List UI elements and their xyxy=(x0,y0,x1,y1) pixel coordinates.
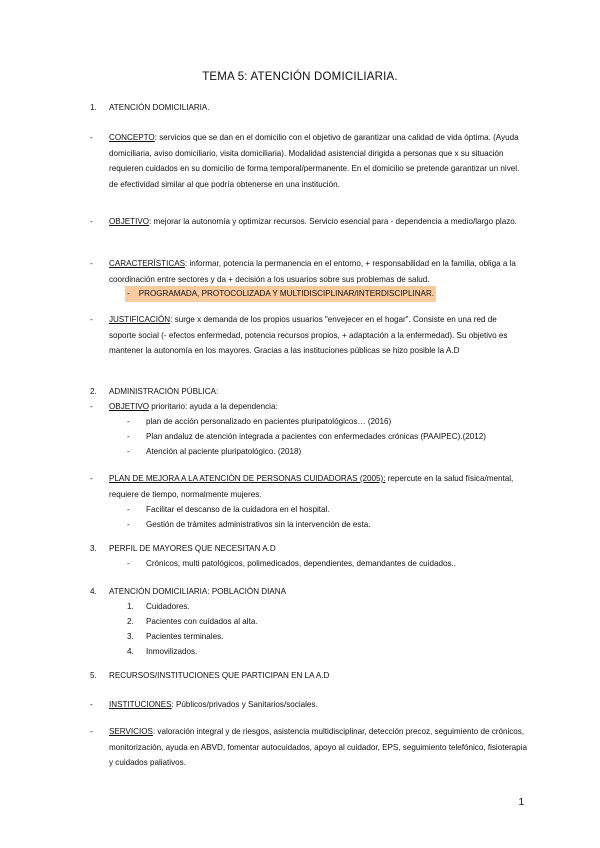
page-number: 1 xyxy=(518,797,524,808)
justificacion-label: JUSTIFICACIÓN xyxy=(109,315,171,324)
bullet-dash: - xyxy=(127,447,130,456)
item-number: 4. xyxy=(127,647,134,656)
list-item-text: Pacientes terminales. xyxy=(146,632,224,641)
bullet-dash: - xyxy=(127,559,130,568)
section-heading: ATENCIÓN DOMICILIARIA. xyxy=(109,103,210,112)
servicios-text: : valoración integral y de riesgos, asistencia multidisciplinar, detección precoz, seguimiento de crónicos, monitorización, ayuda en ABVD, fomentar autocuidados, apoyo al cuidador, EPS, seguimiento telefónico, fisioterapia y cuidados paliativos. xyxy=(109,727,527,768)
list-item-text: Crónicos, multi patológicos, polimedicados, dependientes, demandantes de cuidados.. xyxy=(146,559,457,568)
list-item-text: Pacientes con cuidados al alta. xyxy=(146,617,258,626)
concepto-text: : servicios que se dan en el domicilio con el objetivo de garantizar una calidad de vida óptima. (Ayuda domiciliaria, aviso domiciliario, visita domiciliaria). Modalidad asistencial dirigida a personas que x su situación requieren cuidados en su domicilio de forma temporal/permanente. En el domicilio se pretende garantizar un nivel. de efectividad similar al que podría obtenerse en una institución. xyxy=(109,133,520,189)
section-number: 3. xyxy=(90,544,97,553)
section-number: 4. xyxy=(90,587,97,596)
section-heading: RECURSOS/INSTITUCIONES QUE PARTICIPAN EN LA A.D xyxy=(109,671,330,680)
section-number: 2. xyxy=(90,387,97,396)
section-number: 5. xyxy=(90,671,97,680)
list-item-text: Atención al paciente pluripatológico. (2018) xyxy=(146,447,302,456)
objetivo-label: OBJETIVO xyxy=(109,402,150,411)
objetivo-text: : mejorar la autonomía y optimizar recursos. Servicio esencial para - dependencia a medio/largo plazo. xyxy=(149,217,518,226)
instituciones-text: : Públicos/privados y Sanitarios/sociales. xyxy=(171,700,318,709)
bullet-dash: - xyxy=(90,217,93,226)
bullet-dash: - xyxy=(127,289,130,298)
bullet-dash: - xyxy=(90,402,93,411)
concepto-label: CONCEPTO xyxy=(109,133,155,142)
document-title: TEMA 5: ATENCIÓN DOMICILIARIA. xyxy=(202,71,398,83)
concepto-paragraph xyxy=(0,130,600,194)
caracteristicas-text: : informar, potencia la permanencia en el entorno, + responsabilidad en la familia, obliga a la coordinación entre sectores y da + decisión a los usuarios sobre sus problemas de salud. xyxy=(109,259,516,284)
bullet-dash: - xyxy=(127,505,130,514)
bullet-dash: - xyxy=(90,474,93,483)
bullet-dash: - xyxy=(90,315,93,324)
section-heading: ATENCIÓN DOMICILIARIA: POBLACIÓN DIANA xyxy=(109,587,287,596)
objetivo-text: prioritario: ayuda a la dependencia: xyxy=(149,402,278,411)
bullet-dash: - xyxy=(127,432,130,441)
instituciones-label: INSTITUCIONES xyxy=(109,700,172,709)
plan-mejora-label: PLAN DE MEJORA A LA ATENCIÓN DE PERSONAS CUIDADORAS (2005): xyxy=(109,474,386,483)
justificacion-text: : surge x demanda de los propios usuarios "envejecer en el hogar". Consiste en una red de soporte social (- efectos enfermedad, potencia recursos propios, + adaptación a la enfermedad). Su objetivo es mantener la autonomía en los mayores. Gracias a las instituciones públicas se hizo posible la A.D xyxy=(109,315,508,356)
caracteristicas-label: CARACTERÍSTICAS xyxy=(109,259,186,268)
bullet-dash: - xyxy=(90,727,93,736)
item-number: 1. xyxy=(127,602,134,611)
bullet-dash: - xyxy=(127,417,130,426)
bullet-dash: - xyxy=(90,133,93,142)
section-number: 1. xyxy=(90,103,97,112)
bullet-dash: - xyxy=(90,259,93,268)
list-item-text: plan de acción personalizado en pacientes pluripatológicos… (2016) xyxy=(146,417,392,426)
plan-mejora-text: repercute en la salud física/mental, requiere de tiempo, normalmente mujeres. xyxy=(109,474,514,499)
list-item-text: Inmovilizados. xyxy=(146,647,198,656)
list-item-text: Gestión de trámites administrativos sin la intervención de esta. xyxy=(146,520,371,529)
section-heading: PERFIL DE MAYORES QUE NECESITAN A.D xyxy=(109,544,276,553)
section-heading: ADMINISTRACIÓN PÚBLICA: xyxy=(109,387,219,396)
list-item-text: Facilitar el descanso de la cuidadora en el hospital. xyxy=(146,505,330,514)
objetivo-label: OBJETIVO xyxy=(109,217,150,226)
bullet-dash: - xyxy=(90,700,93,709)
highlighted-text: PROGRAMADA, PROTOCOLIZADA Y MULTIDISCIPLINAR/INTERDISCIPLINAR. xyxy=(138,289,435,298)
list-item-text: Plan andaluz de atención integrada a pacientes con enfermedades crónicas (PAAIPEC).(2012) xyxy=(146,432,486,441)
item-number: 2. xyxy=(127,617,134,626)
item-number: 3. xyxy=(127,632,134,641)
bullet-dash: - xyxy=(127,520,130,529)
servicios-label: SERVICIOS xyxy=(109,727,153,736)
list-item-text: Cuidadores. xyxy=(146,602,190,611)
